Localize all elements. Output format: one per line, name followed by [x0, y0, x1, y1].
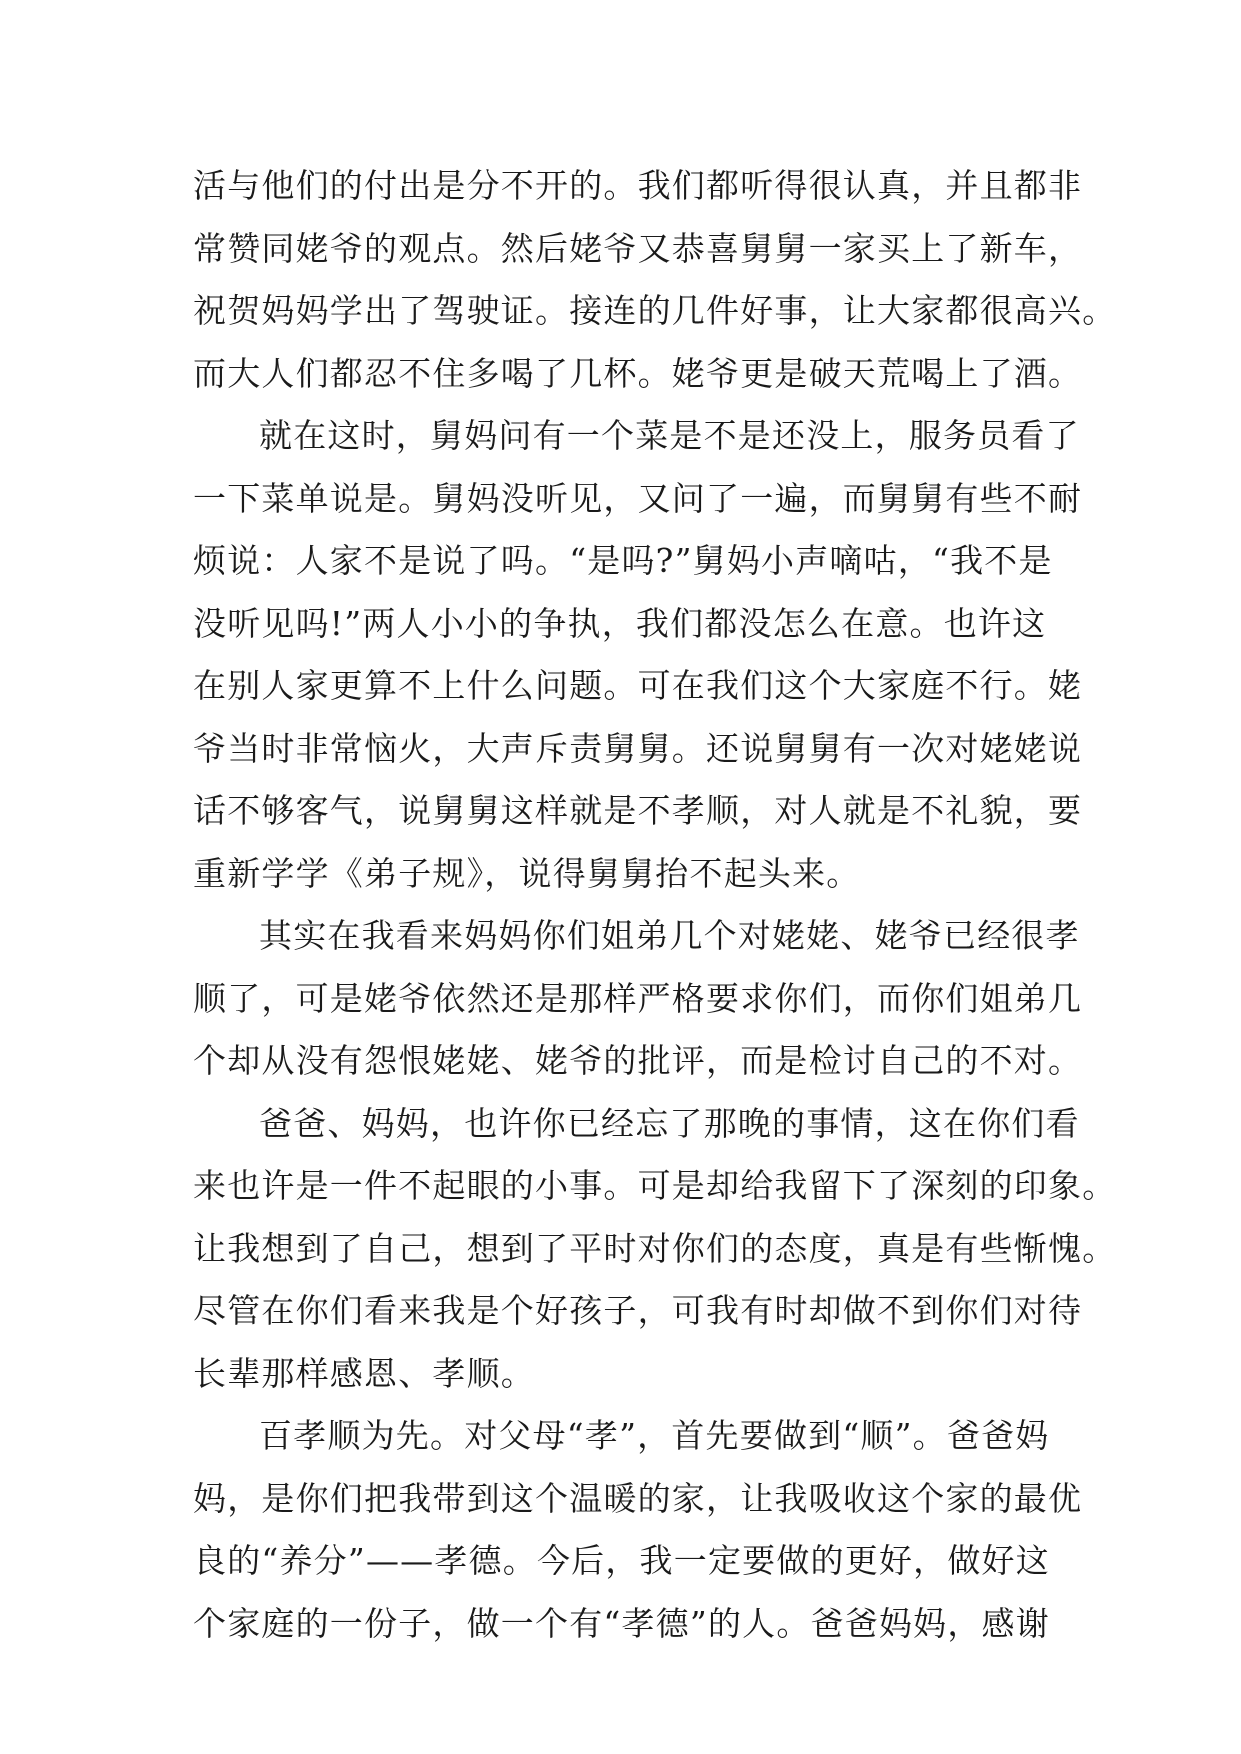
text-line: 在别人家更算不上什么问题。可在我们这个大家庭不行。姥 — [193, 666, 1083, 705]
text-line: 话不够客气，说舅舅这样就是不孝顺，对人就是不礼貌，要 — [193, 791, 1083, 830]
text-line: 常赞同姥爷的观点。然后姥爷又恭喜舅舅一家买上了新车， — [193, 228, 1083, 268]
text-line: 让我想到了自己，想到了平时对你们的态度，真是有些惭愧。 — [193, 1228, 1117, 1268]
text-line: 一下菜单说是。舅妈没听见，又问了一遍，而舅舅有些不耐 — [193, 478, 1083, 518]
text-line: 来也许是一件不起眼的小事。可是却给我留下了深刻的印象。 — [193, 1166, 1117, 1205]
text-line: 烦说：人家不是说了吗。“是吗?”舅妈小声嘀咕，“我不是 — [193, 541, 1053, 580]
text-line: 而大人们都忍不住多喝了几杯。姥爷更是破天荒喝上了酒。 — [193, 353, 1083, 393]
paragraph-start-line: 其实在我看来妈妈你们姐弟几个对姥姥、姥爷已经很孝 — [259, 916, 1080, 955]
text-line: 良的“养分”——孝德。今后，我一定要做的更好，做好这 — [193, 1541, 1050, 1580]
text-line: 顺了，可是姥爷依然还是那样严格要求你们，而你们姐弟几 — [193, 978, 1083, 1018]
text-line: 个却从没有怨恨姥姥、姥爷的批评，而是检讨自己的不对。 — [193, 1041, 1083, 1080]
text-line: 爷当时非常恼火，大声斥责舅舅。还说舅舅有一次对姥姥说 — [193, 728, 1083, 768]
text-line: 没听见吗!”两人小小的争执，我们都没怎么在意。也许这 — [193, 603, 1047, 643]
body-text — [193, 155, 1117, 1655]
text-line: 妈，是你们把我带到这个温暖的家，让我吸收这个家的最优 — [193, 1478, 1083, 1518]
paragraph-start-line: 百孝顺为先。对父母“孝”，首先要做到“顺”。爸爸妈 — [259, 1416, 1050, 1455]
text-line: 尽管在你们看来我是个好孩子，可我有时却做不到你们对待 — [193, 1291, 1083, 1330]
text-line: 重新学学《弟子规》，说得舅舅抬不起头来。 — [193, 853, 861, 893]
text-line: 祝贺妈妈学出了驾驶证。接连的几件好事，让大家都很高兴。 — [193, 291, 1117, 330]
text-line: 个家庭的一份子，做一个有“孝德”的人。爸爸妈妈，感谢 — [193, 1603, 1050, 1643]
text-line: 长辈那样感恩、孝顺。 — [193, 1353, 535, 1393]
text-line: 活与他们的付出是分不开的。我们都听得很认真，并且都非 — [193, 166, 1083, 205]
paragraph-start-line: 爸爸、妈妈，也许你已经忘了那晚的事情，这在你们看 — [259, 1103, 1080, 1143]
paragraph-start-line: 就在这时，舅妈问有一个菜是不是还没上，服务员看了 — [259, 416, 1080, 455]
